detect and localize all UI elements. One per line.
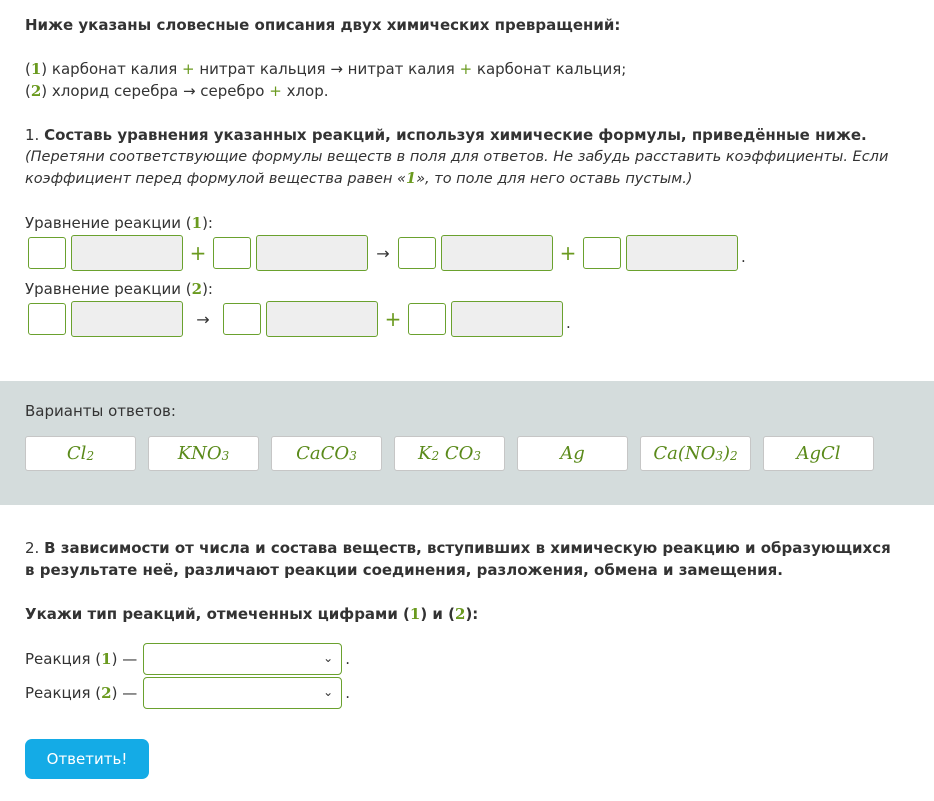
substance: хлор. (281, 82, 329, 100)
task-number: 1. (25, 126, 45, 144)
task-1-title (25, 124, 909, 146)
arrow-sign: → (330, 60, 343, 78)
intro-text: Ниже указаны словесные описания двух химических превращений: (25, 16, 621, 34)
submit-button[interactable]: Ответить! (25, 739, 149, 779)
paren: ( (25, 60, 31, 78)
coefficient-input[interactable] (583, 237, 621, 269)
coefficient-input[interactable] (28, 237, 66, 269)
reaction-1-type-select[interactable] (143, 643, 342, 675)
period: . (566, 314, 571, 332)
formula-text: Ag (560, 443, 585, 464)
label-text: Уравнение реакции ( (25, 280, 192, 298)
coefficient-input[interactable] (398, 237, 436, 269)
reaction-2-type-row (25, 676, 905, 710)
formula-drop-slot[interactable] (71, 235, 183, 271)
formula-subscript: 3 (473, 448, 481, 463)
chevron-down-icon: ⌄ (323, 685, 334, 699)
formula-text: AgCl (796, 443, 841, 464)
coefficient-input[interactable] (28, 303, 66, 335)
task-area (0, 0, 934, 338)
task-1-hint (25, 146, 909, 190)
paren: ) (41, 82, 48, 100)
substance: нитрат калия (342, 60, 460, 78)
arrow-sign: → (376, 243, 390, 263)
reaction-2-type-select[interactable] (143, 677, 342, 709)
formula-chip-ca-no3-2[interactable] (640, 436, 751, 471)
reaction-2-description (25, 80, 909, 102)
coefficient-input[interactable] (408, 303, 446, 335)
formula-drop-slot[interactable] (451, 301, 563, 337)
equation-1-row (28, 234, 909, 272)
formula-subscript: 2 (730, 448, 738, 463)
formula-text: Ca(NO (653, 443, 716, 464)
question-text: Укажи тип реакций, отмеченных цифрами ( (25, 605, 410, 623)
question-number: 2 (455, 605, 466, 623)
equation-2-row (28, 300, 909, 338)
formula-subscript: 3 (715, 448, 723, 463)
substance: карбонат кальция; (472, 60, 627, 78)
label-number: 2 (191, 280, 203, 298)
label-number: 1 (191, 214, 203, 232)
formula-text: K (418, 443, 432, 464)
hint-text: (Перетяни соответствующие формулы веществ в поля для ответов. Не забудь расставить коэффициенты. Если коэффициент перед формулой вещества равен « (25, 149, 889, 187)
question-text: ) и ( (420, 605, 456, 623)
plus-sign: + (559, 241, 577, 265)
label-text: Уравнение реакции ( (25, 214, 192, 232)
period: . (345, 684, 350, 702)
formula-subscript: 2 (86, 448, 95, 463)
formula-subscript: 3 (349, 448, 357, 463)
coefficient-input[interactable] (223, 303, 261, 335)
plus-sign: + (189, 241, 207, 265)
formula-chip-ag[interactable] (517, 436, 628, 471)
chevron-down-icon: ⌄ (323, 651, 334, 665)
formula-text: KNO (177, 443, 222, 464)
substance: нитрат кальция (194, 60, 331, 78)
row-label: ) — (111, 684, 138, 702)
question-number: 1 (409, 605, 421, 623)
row-number: 1 (101, 650, 112, 668)
formula-drop-slot[interactable] (256, 235, 368, 271)
question-text: ): (465, 605, 479, 623)
task-2-question (25, 603, 905, 625)
label-text: ): (202, 214, 213, 232)
substance: карбонат калия (47, 60, 183, 78)
plus-sign: + (269, 82, 282, 100)
formula-chip-agcl[interactable] (763, 436, 874, 471)
reaction-1-description (25, 58, 909, 80)
hint-number: 1 (405, 170, 417, 187)
row-label: Реакция ( (25, 650, 102, 668)
period: . (741, 248, 746, 266)
task-2-text (25, 537, 905, 581)
reaction-number: 2 (30, 82, 42, 100)
substance: серебро (195, 82, 270, 100)
paren: ( (25, 82, 31, 100)
arrow-sign: → (182, 82, 196, 100)
formula-text: Cl (66, 443, 87, 464)
task-title: Составь уравнения указанных реакций, используя химические формулы, приведённые ниже. (44, 126, 867, 144)
formula-drop-slot[interactable] (626, 235, 738, 271)
formula-drop-slot[interactable] (71, 301, 183, 337)
formula-subscript: 3 (221, 448, 230, 463)
row-label: Реакция ( (25, 684, 102, 702)
paren: ) (41, 60, 48, 78)
row-label: ) — (111, 650, 138, 668)
task-number: 2. (25, 539, 45, 557)
coefficient-input[interactable] (213, 237, 251, 269)
answer-options-panel (0, 381, 934, 505)
plus-sign: + (182, 60, 195, 78)
formula-chip-cl2[interactable] (25, 436, 136, 471)
task-2 (25, 537, 905, 710)
formula-drop-slot[interactable] (266, 301, 378, 337)
arrow-sign: → (196, 309, 210, 329)
plus-sign: + (384, 307, 402, 331)
equation-1-label (25, 212, 909, 234)
formula-text: ) (723, 443, 731, 464)
reaction-1-type-row (25, 642, 905, 676)
formula-text: CO (439, 443, 474, 464)
plus-sign: + (459, 60, 473, 78)
formula-chip-kno3[interactable] (148, 436, 259, 471)
reaction-number: 1 (30, 60, 42, 78)
formula-drop-slot[interactable] (441, 235, 553, 271)
period: . (345, 650, 350, 668)
task-title: В зависимости от числа и состава веществ, вступивших в химическую реакцию и образующихся в результате неё, различают реакции соединения, разложения, обмена и замещения. (25, 539, 891, 579)
formula-chip-k2co3[interactable] (394, 436, 505, 471)
row-number: 2 (101, 684, 112, 702)
substance: хлорид серебра (47, 82, 183, 100)
formula-subscript: 2 (431, 448, 440, 463)
formula-text: CaCO (296, 443, 350, 464)
answer-options-title: Варианты ответов: (25, 402, 176, 420)
label-text: ): (202, 280, 213, 298)
hint-text: », то поле для него оставь пустым.) (416, 171, 693, 187)
formula-chip-caco3[interactable] (271, 436, 382, 471)
equation-2-label (25, 278, 909, 300)
answer-chips (25, 436, 886, 471)
